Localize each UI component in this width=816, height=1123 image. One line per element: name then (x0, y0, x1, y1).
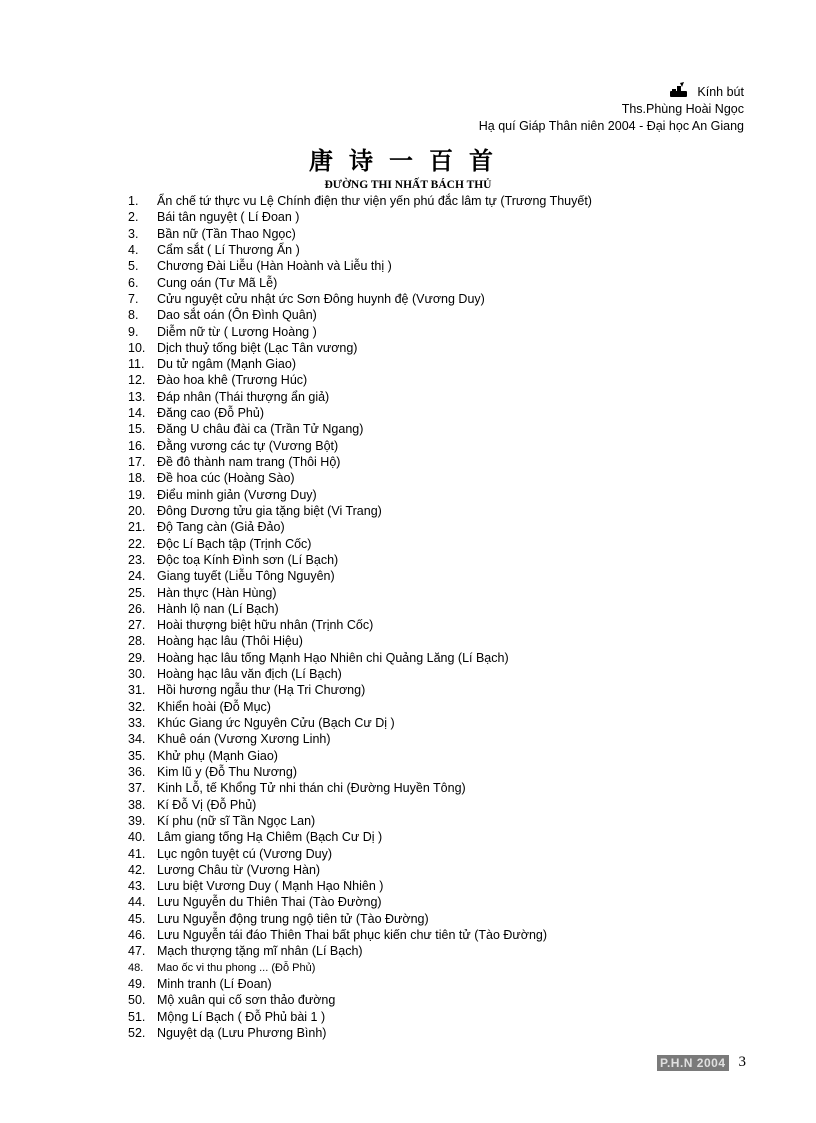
item-title: Kinh Lỗ, tế Khổng Tử nhi thán chi (Đường Huyền Tông) (157, 781, 466, 796)
item-number: 15. (128, 422, 146, 437)
item-number: 3. (128, 226, 139, 241)
item-title: Khúc Giang ức Nguyên Cửu (Bạch Cư Dị ) (157, 716, 395, 730)
item-number: 10. (128, 340, 146, 355)
item-number: 33. (128, 716, 146, 730)
list-item (128, 699, 592, 715)
page-footer (657, 1054, 746, 1071)
list-item (128, 585, 592, 601)
list-item (128, 552, 592, 568)
list-item (128, 389, 592, 405)
writing-hand-icon (669, 82, 689, 99)
item-number: 48. (128, 961, 144, 974)
item-title: Hồi hương ngẫu thư (Hạ Tri Chương) (157, 683, 366, 698)
header-line-1 (479, 82, 744, 101)
item-title: Kí Đỗ Vị (Đỗ Phủ) (157, 797, 257, 812)
item-title: Cửu nguyệt cửu nhật ức Sơn Đông huynh đệ (Vương Duy) (157, 291, 485, 306)
list-item (128, 307, 592, 323)
item-number: 37. (128, 781, 146, 796)
item-number: 6. (128, 275, 139, 290)
item-number: 17. (128, 455, 146, 469)
item-title: Diễm nữ từ ( Lương Hoàng ) (157, 324, 317, 339)
item-number: 11. (128, 357, 145, 372)
list-item (128, 601, 592, 617)
list-item (128, 797, 592, 813)
item-number: 14. (128, 406, 146, 421)
list-item (128, 976, 592, 992)
item-title: Mạch thượng tặng mĩ nhân (Lí Bạch) (157, 944, 363, 959)
item-number: 27. (128, 618, 146, 633)
list-item (128, 356, 592, 372)
item-number: 22. (128, 536, 146, 551)
item-title: Đăng U châu đài ca (Trần Tử Ngang) (157, 422, 364, 437)
item-number: 35. (128, 748, 146, 763)
list-item (128, 960, 592, 976)
list-item (128, 209, 592, 225)
item-number: 38. (128, 797, 146, 812)
item-number: 28. (128, 634, 146, 649)
item-number: 31. (128, 683, 146, 698)
item-title: Lưu Nguyễn tái đáo Thiên Thai bất phục kiến chư tiên tử (Tào Đường) (157, 928, 548, 943)
list-item (128, 617, 592, 633)
item-title: Mao ốc vi thu phong ... (Đỗ Phủ) (157, 961, 316, 974)
list-item (128, 438, 592, 454)
item-title: Hoàng hạc lâu tống Mạnh Hạo Nhiên chi Quảng Lăng (Lí Bạch) (157, 650, 509, 665)
item-title: Đông Dương tửu gia tặng biệt (Vi Trang) (157, 503, 382, 518)
item-number: 40. (128, 830, 146, 845)
item-title: Dịch thuỷ tống biệt (Lạc Tân vương) (157, 340, 358, 355)
list-item (128, 454, 592, 470)
list-item (128, 666, 592, 682)
item-title: Lưu Nguyễn động trung ngộ tiên tử (Tào Đường) (157, 911, 429, 926)
item-title: Cẩm sắt ( Lí Thương Ẩn ) (157, 242, 300, 257)
list-item (128, 503, 592, 519)
item-title: Lâm giang tống Hạ Chiêm (Bạch Cư Dị ) (157, 830, 383, 845)
list-item (128, 275, 592, 291)
item-title: Hoài thượng biệt hữu nhân (Trịnh Cốc) (157, 618, 374, 633)
item-number: 34. (128, 732, 146, 747)
list-item (128, 1025, 592, 1041)
footer-badge: P.H.N 2004 (657, 1055, 729, 1071)
item-title: Bần nữ (Tần Thao Ngọc) (157, 226, 296, 241)
item-title: Đăng cao (Đỗ Phủ) (157, 406, 265, 421)
item-number: 47. (128, 944, 146, 959)
header-kinh-but: Kính bút (697, 85, 744, 99)
item-title: Đằng vương các tự (Vương Bột) (157, 438, 339, 453)
item-title: Khử phụ (Mạnh Giao) (157, 748, 278, 763)
item-number: 32. (128, 699, 146, 714)
list-item (128, 943, 592, 959)
author-header (479, 82, 744, 135)
list-item (128, 715, 592, 731)
item-number: 13. (128, 389, 146, 404)
item-title: Độc Lí Bạch tập (Trịnh Cốc) (157, 536, 312, 551)
list-item (128, 829, 592, 845)
item-number: 9. (128, 324, 139, 339)
item-title: Bái tân nguyệt ( Lí Đoan ) (157, 210, 300, 225)
list-item (128, 748, 592, 764)
item-title: Cung oán (Tư Mã Lễ) (157, 275, 278, 290)
item-number: 36. (128, 764, 146, 779)
item-title: Đáp nhân (Thái thượng ẩn giả) (157, 389, 330, 404)
header-author-name: Ths.Phùng Hoài Ngọc (621, 102, 744, 116)
item-title: Giang tuyết (Liễu Tông Nguyên) (157, 569, 335, 584)
item-title: Lưu biệt Vương Duy ( Mạnh Hạo Nhiên ) (157, 879, 384, 894)
item-title: Hành lộ nan (Lí Bạch) (157, 601, 279, 616)
list-item (128, 536, 592, 552)
item-title: Kí phu (nữ sĩ Tần Ngọc Lan) (157, 813, 316, 828)
item-title: Lưu Nguyễn du Thiên Thai (Tào Đường) (157, 895, 382, 910)
poem-list (128, 193, 592, 1041)
item-title: Đào hoa khê (Trương Húc) (157, 373, 308, 388)
item-number: 50. (128, 993, 146, 1008)
item-number: 23. (128, 552, 146, 567)
item-number: 20. (128, 503, 146, 518)
item-title: Ẩn chế tứ thực vu Lệ Chính điện thư viện yến phú đắc lâm tự (Trương Thuyết) (157, 194, 592, 208)
list-item (128, 862, 592, 878)
item-title: Đề hoa cúc (Hoàng Sào) (157, 471, 295, 486)
list-item (128, 291, 592, 307)
item-title: Lương Châu từ (Vương Hàn) (157, 862, 321, 877)
item-number: 12. (128, 373, 146, 388)
item-number: 41. (128, 846, 146, 861)
list-item (128, 324, 592, 340)
item-number: 7. (128, 291, 139, 306)
item-number: 51. (128, 1009, 146, 1024)
item-number: 2. (128, 210, 139, 225)
list-item (128, 242, 592, 258)
item-number: 39. (128, 813, 146, 828)
list-item (128, 405, 592, 421)
item-title: Mộng Lí Bạch ( Đỗ Phủ bài 1 ) (157, 1009, 326, 1024)
item-number: 18. (128, 471, 146, 486)
item-title: Mộ xuân qui cố sơn thảo đường (157, 993, 336, 1008)
header-date-place: Hạ quí Giáp Thân niên 2004 - Đại học An Giang (478, 119, 744, 133)
list-item (128, 780, 592, 796)
list-item (128, 487, 592, 503)
item-number: 52. (128, 1025, 146, 1040)
list-item (128, 226, 592, 242)
list-item (128, 193, 592, 209)
list-item (128, 372, 592, 388)
list-item (128, 258, 592, 274)
list-item (128, 911, 592, 927)
item-title: Kim lũ y (Đỗ Thu Nương) (157, 764, 297, 779)
item-number: 16. (128, 438, 146, 453)
item-number: 49. (128, 977, 146, 991)
item-number: 1. (128, 194, 139, 208)
item-title: Hàn thực (Hàn Hùng) (157, 585, 277, 600)
item-number: 42. (128, 862, 146, 877)
item-title: Độ Tang càn (Giả Đảo) (157, 520, 285, 535)
item-title: Du tử ngâm (Mạnh Giao) (157, 357, 296, 372)
list-item (128, 519, 592, 535)
item-number: 46. (128, 928, 146, 943)
item-title: Đề đô thành nam trang (Thôi Hộ) (157, 455, 341, 469)
item-number: 43. (128, 879, 146, 894)
item-number: 5. (128, 259, 139, 274)
item-number: 4. (128, 242, 139, 257)
list-item (128, 878, 592, 894)
item-title: Khuê oán (Vương Xương Linh) (157, 732, 331, 747)
item-title: Chương Đài Liễu (Hàn Hoành và Liễu thị ) (157, 259, 392, 274)
item-number: 29. (128, 650, 146, 665)
list-item (128, 846, 592, 862)
item-title: Minh tranh (Lí Đoan) (157, 977, 272, 991)
item-number: 44. (128, 895, 146, 910)
list-item (128, 992, 592, 1008)
item-number: 8. (128, 308, 139, 323)
item-number: 24. (128, 569, 146, 584)
item-title: Lục ngôn tuyệt cú (Vương Duy) (157, 846, 332, 861)
list-item (128, 650, 592, 666)
item-number: 30. (128, 667, 146, 682)
item-title: Hoàng hạc lâu (Thôi Hiệu) (157, 634, 303, 649)
list-item (128, 1009, 592, 1025)
item-number: 21. (128, 520, 146, 535)
list-item (128, 813, 592, 829)
list-item (128, 421, 592, 437)
list-item (128, 764, 592, 780)
page-number: 3 (738, 1054, 746, 1070)
chinese-title: 唐诗一百首 (309, 147, 509, 175)
list-item (128, 731, 592, 747)
item-number: 25. (128, 585, 146, 600)
item-title: Nguyệt dạ (Lưu Phương Bình) (157, 1025, 327, 1040)
item-title: Điểu minh giản (Vương Duy) (157, 487, 317, 502)
item-title: Độc toạ Kính Đình sơn (Lí Bạch) (157, 552, 339, 567)
item-title: Dao sắt oán (Ôn Đình Quân) (157, 308, 317, 323)
item-number: 26. (128, 601, 146, 616)
list-item (128, 340, 592, 356)
list-item (128, 633, 592, 649)
list-item (128, 894, 592, 910)
vietnamese-title: ĐƯỜNG THI NHẤT BÁCH THỦ (324, 179, 492, 191)
list-item (128, 470, 592, 486)
item-title: Khiển hoài (Đỗ Mục) (157, 699, 271, 714)
list-item (128, 682, 592, 698)
list-item (128, 927, 592, 943)
list-item (128, 568, 592, 584)
item-number: 45. (128, 911, 146, 926)
item-title: Hoàng hạc lâu văn địch (Lí Bạch) (157, 667, 342, 682)
item-number: 19. (128, 487, 146, 502)
